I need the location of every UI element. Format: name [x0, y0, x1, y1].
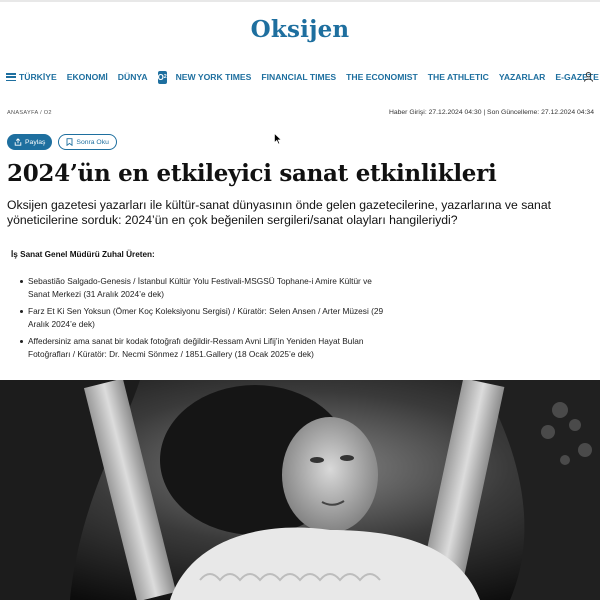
o2-badge-sub: 2 [163, 74, 167, 80]
meta-row [0, 109, 600, 119]
read-later-button[interactable] [58, 134, 117, 150]
main-nav [0, 66, 600, 88]
list-item: Sebastião Salgado-Genesis / İstanbul Kültür Yolu Festivali-MSGSÜ Tophane-i Amire Kültür ve Sanat Merkezi (31 Aralık 2024’e dek) [20, 275, 390, 301]
article-photo [0, 380, 600, 600]
nav-item-ekonomi[interactable]: EKONOMİ [66, 72, 108, 82]
nav-item-the-economist[interactable]: THE ECONOMIST [346, 72, 418, 82]
nav-item-e-gazete[interactable]: E-GAZETE [555, 72, 599, 82]
article-actions [7, 134, 117, 150]
nav-item-financial-times[interactable]: FINANCIAL TIMES [261, 72, 337, 82]
mouse-cursor-icon [274, 133, 282, 145]
section-heading: İş Sanat Genel Müdürü Zuhal Üreten: [11, 250, 155, 259]
read-later-label: Sonra Oku [76, 138, 109, 146]
user-icon[interactable] [583, 71, 594, 82]
list-item: Affedersiniz ama sanat bir kodak fotoğrafı değildir-Ressam Avni Lifij’in Yeniden Hayat Bulan Fotoğrafları / Küratör: Dr. Necmi Sönmez / 1851.Gallery (18 Ocak 2025’e dek) [20, 335, 390, 361]
share-label: Paylaş [25, 138, 46, 146]
menu-button[interactable] [6, 72, 57, 82]
article-title: 2024’ün en etkileyici sanat etkinlikleri [7, 160, 497, 187]
o2-badge-letter: O [157, 72, 164, 82]
list-item: Farz Et Ki Sen Yoksun (Ömer Koç Koleksiyonu Sergisi) / Küratör: Selen Ansen / Arter Müzesi (29 Aralık 2024’e dek) [20, 305, 390, 331]
event-list [20, 275, 390, 365]
site-logo[interactable]: Oksijen [250, 16, 350, 43]
o2-badge-icon[interactable] [158, 71, 167, 84]
article-dates: Haber Girişi: 27.12.2024 04:30 | Son Güncelleme: 27.12.2024 04:34 [388, 109, 594, 116]
breadcrumb[interactable]: ANASAYFA / O2 [7, 110, 52, 116]
nav-item-the-athletic[interactable]: THE ATHLETIC [427, 72, 489, 82]
share-icon [14, 138, 22, 146]
nav-item-turkiye[interactable]: TÜRKİYE [19, 72, 57, 82]
nav-item-new-york-times[interactable]: NEW YORK TIMES [175, 72, 252, 82]
article-lead: Oksijen gazetesi yazarları ile kültür-sanat dünyasının önde gelen gazetecilerine, yazarlarına ve sanat yöneticilerine sorduk: 2024’ün en çok beğenilen sergileri/sanat olayları hangileriydi? [7, 198, 552, 227]
share-button[interactable] [7, 134, 52, 150]
top-border [0, 0, 600, 2]
bookmark-icon [66, 138, 73, 146]
nav-item-dunya[interactable]: DÜNYA [117, 72, 148, 82]
nav-item-yazarlar[interactable]: YAZARLAR [498, 72, 546, 82]
hamburger-icon [6, 73, 16, 81]
